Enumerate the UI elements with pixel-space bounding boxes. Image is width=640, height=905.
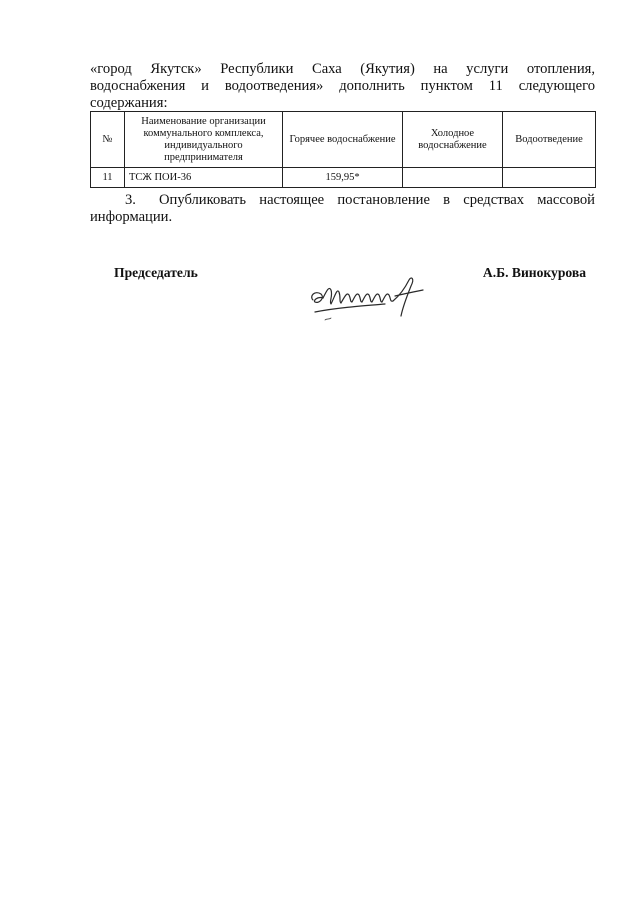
signatory-title: Председатель (114, 265, 198, 280)
item-3-text-1: Опубликовать настоящее постановление в средствах массовой (159, 192, 595, 208)
header-hot-water: Горячее водоснабжение (283, 112, 403, 168)
header-organization: Наименование организации коммунального комплекса, индивидуального предпринимателя (125, 112, 283, 168)
intro-line-2: водоснабжения и водоотведения» дополнить пунктом 11 следующего (90, 78, 595, 94)
cell-organization: ТСЖ ПОИ-36 (125, 168, 283, 188)
item-3-line-2: информации. (90, 209, 173, 225)
cell-cold-water (403, 168, 503, 188)
item-3-line-1 (90, 192, 595, 209)
handwritten-signature-icon (305, 268, 435, 328)
tariff-table (90, 111, 596, 188)
cell-number: 11 (91, 168, 125, 188)
item-3-paragraph (90, 192, 595, 226)
header-cold-water: Холодное водоснабжение (403, 112, 503, 168)
intro-line-1: «город Якутск» Республики Саха (Якутия) на услуги отопления, (90, 61, 595, 77)
signatory-name: А.Б. Винокурова (482, 265, 586, 280)
header-drainage: Водоотведение (503, 112, 596, 168)
header-number: № (91, 112, 125, 168)
table-row (91, 168, 596, 188)
cell-hot-water: 159,95* (283, 168, 403, 188)
intro-line-3: содержания: (90, 95, 168, 111)
cell-drainage (503, 168, 596, 188)
table-header-row (91, 112, 596, 168)
item-3-number: 3. (125, 192, 136, 208)
intro-paragraph (90, 61, 595, 112)
